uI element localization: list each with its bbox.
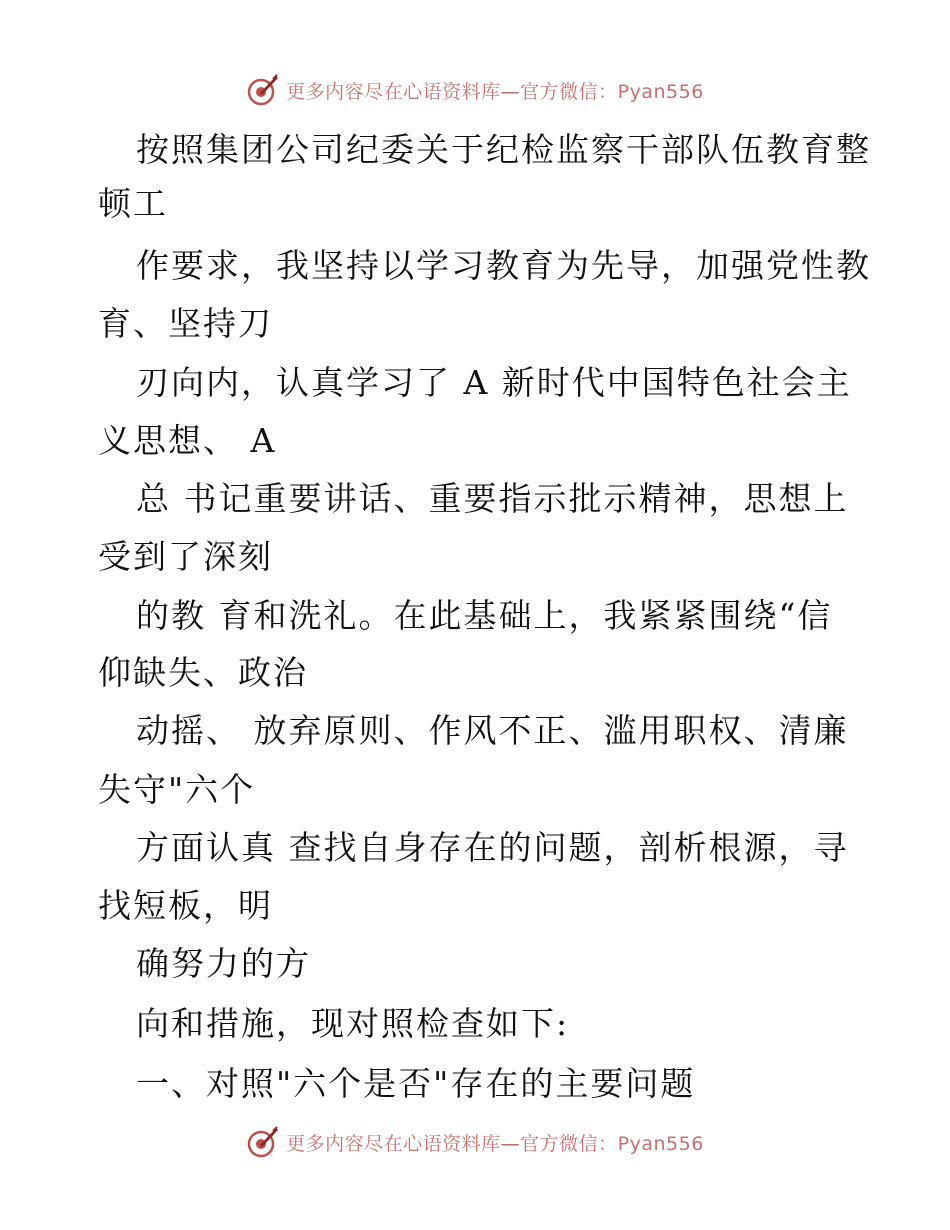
watermark-dash: — <box>500 1132 521 1155</box>
watermark-brand-text: 更多内容尽在心语资料库 <box>286 1132 501 1155</box>
watermark-dash: — <box>500 80 521 103</box>
watermark-wechat-text: 官方微信：Pyan556 <box>520 80 704 103</box>
body-line: 一、对照"六个是否"存在的主要问题 <box>136 1064 696 1103</box>
body-line: 义思想、 A <box>98 421 277 460</box>
body-line: 找短板，明 <box>98 886 273 925</box>
body-line: 育、坚持刀 <box>98 304 273 343</box>
watermark-wechat-text: 官方微信：Pyan556 <box>520 1132 704 1155</box>
quill-pen-icon <box>246 73 280 107</box>
quill-pen-icon <box>246 1125 280 1159</box>
body-line: 确努力的方 <box>136 944 311 983</box>
body-line: 失守"六个 <box>98 770 256 809</box>
body-line: 总 书记重要讲话、重要指示批示精神，思想上 <box>136 479 849 518</box>
body-line: 向和措施，现对照检查如下: <box>136 1004 570 1043</box>
body-line: 方面认真 查找自身存在的问题，剖析根源，寻 <box>136 828 849 867</box>
body-line: 的教 育和洗礼。在此基础上，我紧紧围绕“信 <box>136 596 833 635</box>
watermark-brand-text: 更多内容尽在心语资料库 <box>286 80 501 103</box>
body-line: 刃向内，认真学习了 A 新时代中国特色社会主 <box>136 363 852 402</box>
body-line: 按照集团公司纪委关于纪检监察干部队伍教育整 <box>136 130 871 169</box>
body-line: 受到了深刻 <box>98 537 273 576</box>
body-line: 动摇、 放弃原则、作风不正、滥用职权、清廉 <box>136 711 849 750</box>
watermark-footer <box>0 1122 950 1162</box>
body-line: 顿工 <box>98 184 168 223</box>
watermark-header <box>0 70 950 110</box>
body-line: 作要求，我坚持以学习教育为先导，加强党性教 <box>136 246 871 285</box>
body-line: 仰缺失、政治 <box>98 653 308 692</box>
